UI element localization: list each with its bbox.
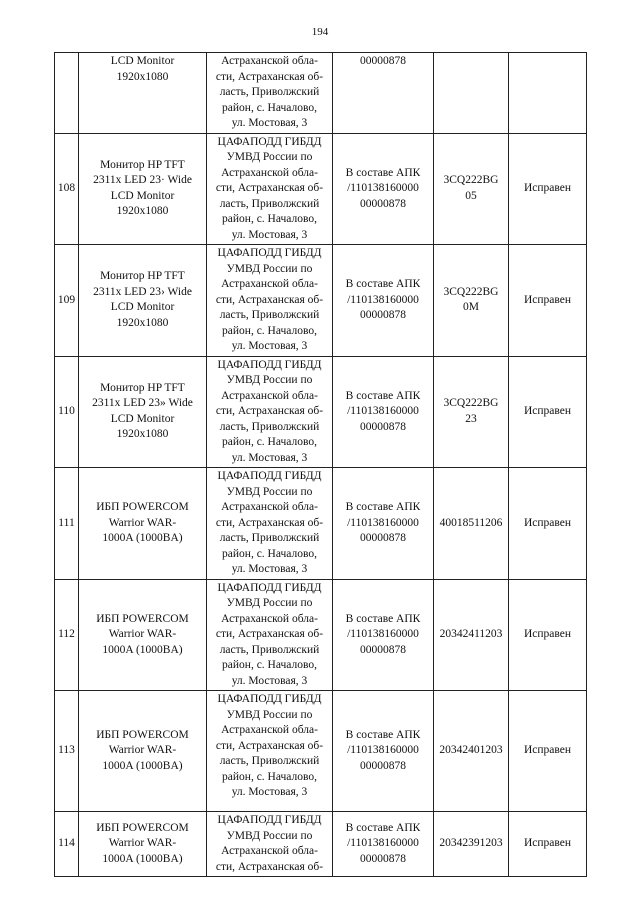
table-row-continued [55,53,587,134]
equipment-name: LCD Monitor 1920x1080 [79,53,207,134]
row-number: 110 [55,356,79,468]
equipment-state: Исправен [509,691,587,812]
equipment-apk: В составе АПК /110138160000 00000878 [333,468,434,580]
equipment-state: Исправен [509,133,587,245]
equipment-serial: 20342391203 [434,812,509,877]
equipment-location: ЦАФАПОДД ГИБДД УМВД России по Астраханской обла- сти, Астраханская об- ласть, Приволжский район, с. Началово, ул. Мостовая, 3 [207,356,333,468]
equipment-state: Исправен [509,579,587,691]
row-number [55,53,79,134]
row-number: 108 [55,133,79,245]
equipment-apk: 00000878 [333,53,434,134]
equipment-location: ЦАФАПОДД ГИБДД УМВД России по Астраханской обла- сти, Астраханская об- [207,812,333,877]
equipment-apk: В составе АПК /110138160000 00000878 [333,133,434,245]
row-number: 113 [55,691,79,812]
equipment-serial: 3CQ222BG 23 [434,356,509,468]
equipment-name: Монитор HP TFT 2311x LED 23» Wide LCD Monitor 1920x1080 [79,356,207,468]
equipment-apk: В составе АПК /110138160000 00000878 [333,579,434,691]
equipment-serial: 3CQ222BG 05 [434,133,509,245]
equipment-name: ИБП POWERCOM Warrior WAR- 1000A (1000BA) [79,468,207,580]
row-number: 109 [55,245,79,357]
equipment-state [509,53,587,134]
equipment-serial: 20342401203 [434,691,509,812]
equipment-apk: В составе АПК /110138160000 00000878 [333,245,434,357]
equipment-location: ЦАФАПОДД ГИБДД УМВД России по Астраханской обла- сти, Астраханская об- ласть, Приволжский район, с. Началово, ул. Мостовая, 3 [207,691,333,812]
equipment-table [54,52,587,877]
table-row [55,468,587,580]
equipment-location: ЦАФАПОДД ГИБДД УМВД России по Астраханской обла- сти, Астраханская об- ласть, Приволжский район, с. Началово, ул. Мостовая, 3 [207,133,333,245]
page-number: 194 [311,26,329,38]
equipment-location: ЦАФАПОДД ГИБДД УМВД России по Астраханской обла- сти, Астраханская об- ласть, Приволжский район, с. Началово, ул. Мостовая, 3 [207,468,333,580]
table-row [55,356,587,468]
equipment-name: Монитор HP TFT 2311x LED 23› Wide LCD Monitor 1920x1080 [79,245,207,357]
equipment-location: Астраханской обла- сти, Астраханская об- ласть, Приволжский район, с. Началово, ул. Мостовая, 3 [207,53,333,134]
table-row [55,691,587,812]
equipment-name: ИБП POWERCOM Warrior WAR- 1000A (1000BA) [79,691,207,812]
row-number: 114 [55,812,79,877]
equipment-apk: В составе АПК /110138160000 00000878 [333,691,434,812]
equipment-apk: В составе АПК /110138160000 00000878 [333,356,434,468]
table-row [55,133,587,245]
equipment-name: ИБП POWERCOM Warrior WAR- 1000A (1000BA) [79,579,207,691]
equipment-state: Исправен [509,245,587,357]
equipment-serial: 3CQ222BG 0M [434,245,509,357]
equipment-serial: 20342411203 [434,579,509,691]
equipment-state: Исправен [509,812,587,877]
equipment-location: ЦАФАПОДД ГИБДД УМВД России по Астраханской обла- сти, Астраханская об- ласть, Приволжский район, с. Началово, ул. Мостовая, 3 [207,245,333,357]
equipment-location: ЦАФАПОДД ГИБДД УМВД России по Астраханской обла- сти, Астраханская об- ласть, Приволжский район, с. Началово, ул. Мостовая, 3 [207,579,333,691]
equipment-state: Исправен [509,356,587,468]
equipment-serial: 40018511206 [434,468,509,580]
equipment-apk: В составе АПК /110138160000 00000878 [333,812,434,877]
table-row [55,812,587,877]
equipment-state: Исправен [509,468,587,580]
row-number: 111 [55,468,79,580]
equipment-name: ИБП POWERCOM Warrior WAR- 1000A (1000BA) [79,812,207,877]
table-row [55,579,587,691]
row-number: 112 [55,579,79,691]
equipment-name: Монитор HP TFT 2311x LED 23· Wide LCD Monitor 1920x1080 [79,133,207,245]
equipment-serial [434,53,509,134]
table-row [55,245,587,357]
